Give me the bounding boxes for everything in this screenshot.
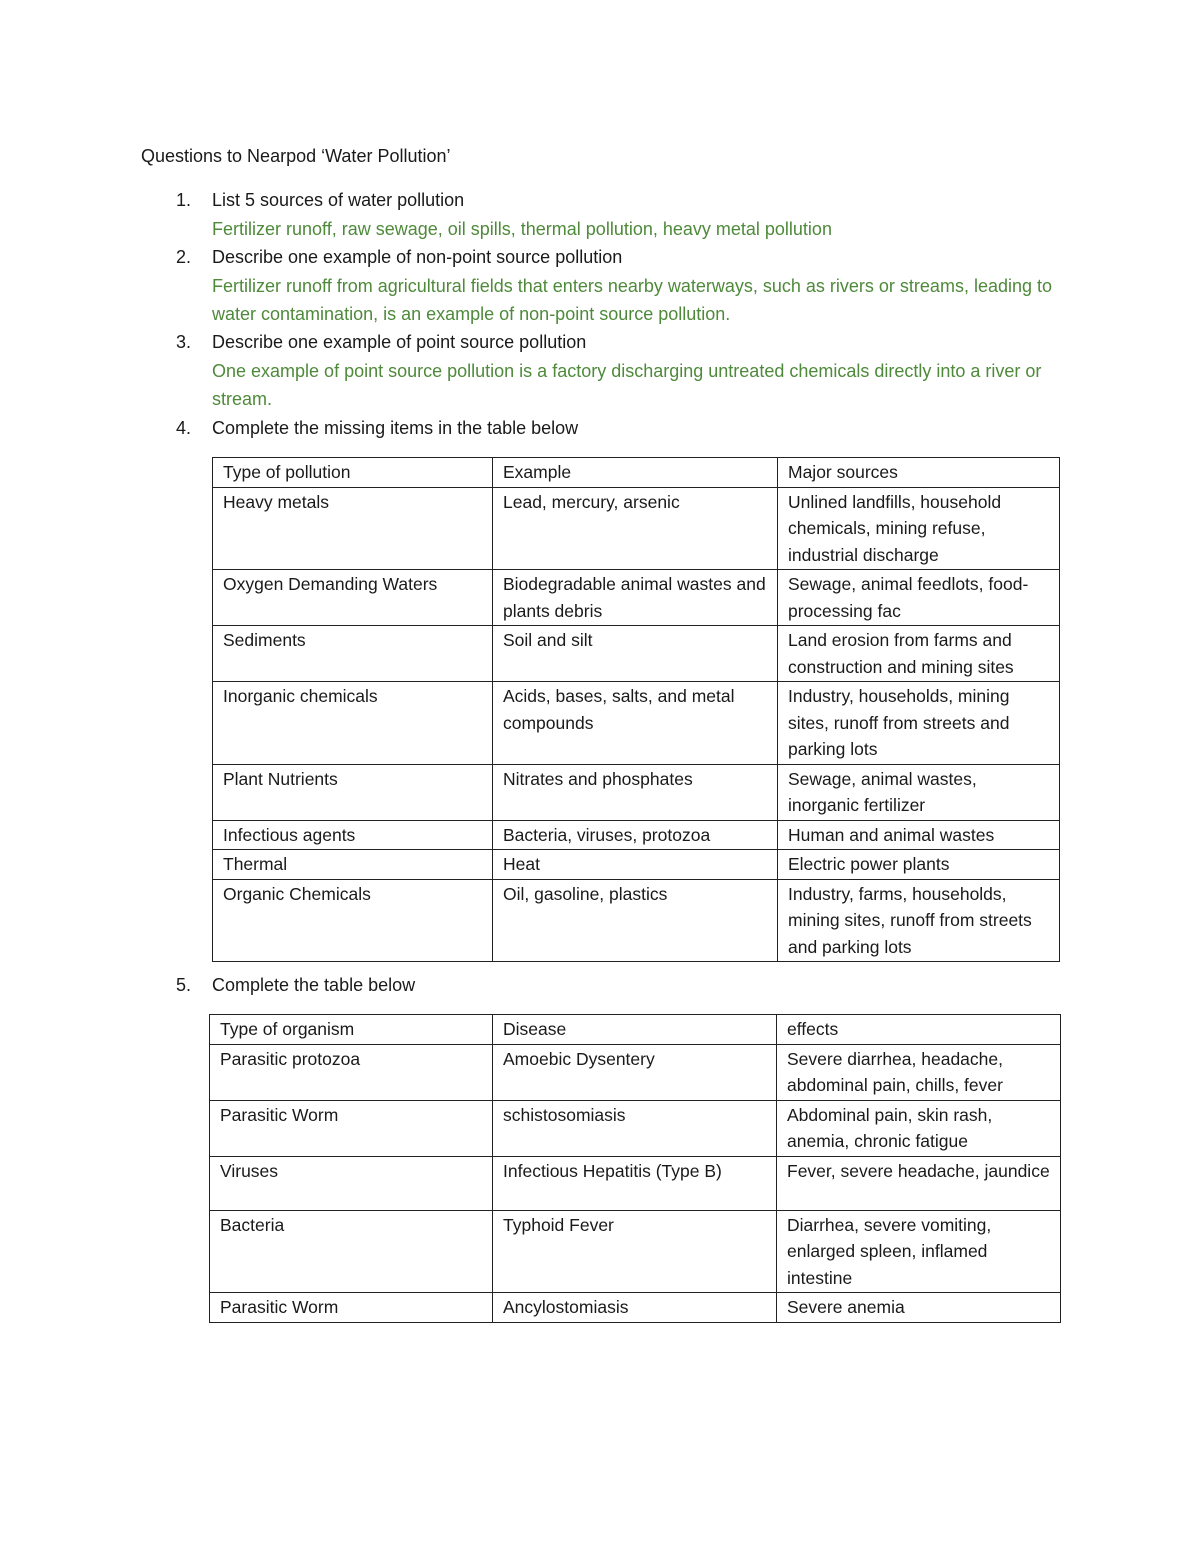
question-number: 1. — [176, 190, 192, 210]
table-row — [213, 487, 1060, 570]
question-answer: Fertilizer runoff from agricultural fields that enters nearby waterways, such as rivers or streams, leading to water contamination, is an example of non-point source pollution. — [212, 275, 1053, 324]
table-row — [213, 879, 1060, 962]
question-prompt: Complete the missing items in the table below — [212, 418, 579, 438]
question-number: 2. — [176, 247, 192, 267]
page-title: Questions to Nearpod ‘Water Pollution’ — [141, 146, 451, 166]
header-cell: Type of pollution — [213, 458, 493, 488]
table-cell: Bacteria — [210, 1210, 493, 1293]
question-number: 4. — [176, 418, 192, 438]
question-prompt: Complete the table below — [212, 975, 416, 995]
table-cell: Oxygen Demanding Waters — [213, 570, 493, 626]
table-cell: Sewage, animal feedlots, food-processing fac — [778, 570, 1060, 626]
table-cell: Heavy metals — [213, 487, 493, 570]
table-row — [213, 682, 1060, 765]
question-4 — [176, 414, 1076, 443]
table-cell: Industry, farms, households, mining sites, runoff from streets and parking lots — [778, 879, 1060, 962]
table-cell: Soil and silt — [493, 626, 778, 682]
header-cell: effects — [777, 1015, 1061, 1045]
question-number: 5. — [176, 975, 192, 995]
table-cell: Electric power plants — [778, 850, 1060, 880]
question-3 — [176, 328, 1076, 414]
table-cell: Nitrates and phosphates — [493, 764, 778, 820]
question-answer: Fertilizer runoff, raw sewage, oil spills, thermal pollution, heavy metal pollution — [212, 218, 832, 239]
table-cell: Parasitic Worm — [210, 1293, 493, 1323]
table-cell: Heat — [493, 850, 778, 880]
table-cell: Oil, gasoline, plastics — [493, 879, 778, 962]
table-row — [213, 850, 1060, 880]
table-cell: Thermal — [213, 850, 493, 880]
question-prompt: Describe one example of non-point source pollution — [212, 247, 623, 267]
table-cell: Lead, mercury, arsenic — [493, 487, 778, 570]
table-row — [210, 1100, 1061, 1156]
table-cell: Land erosion from farms and construction and mining sites — [778, 626, 1060, 682]
table-cell: Parasitic Worm — [210, 1100, 493, 1156]
table-cell: Inorganic chemicals — [213, 682, 493, 765]
table-row — [210, 1210, 1061, 1293]
table-cell: Ancylostomiasis — [493, 1293, 777, 1323]
question-5 — [176, 971, 1076, 1000]
table-cell: Sediments — [213, 626, 493, 682]
table-row — [213, 820, 1060, 850]
table-cell: Infectious agents — [213, 820, 493, 850]
question-1 — [176, 186, 1076, 243]
table-cell: Biodegradable animal wastes and plants debris — [493, 570, 778, 626]
header-cell: Example — [493, 458, 778, 488]
table-cell: Bacteria, viruses, protozoa — [493, 820, 778, 850]
table-cell: Severe anemia — [777, 1293, 1061, 1323]
table-cell: Acids, bases, salts, and metal compounds — [493, 682, 778, 765]
table-cell: schistosomiasis — [493, 1100, 777, 1156]
question-number: 3. — [176, 332, 192, 352]
table-cell: Plant Nutrients — [213, 764, 493, 820]
table-cell: Sewage, animal wastes, inorganic fertilizer — [778, 764, 1060, 820]
table-row — [210, 1293, 1061, 1323]
table-row — [210, 1156, 1061, 1210]
table-cell: Abdominal pain, skin rash, anemia, chronic fatigue — [777, 1100, 1061, 1156]
header-cell: Major sources — [778, 458, 1060, 488]
table-cell: Parasitic protozoa — [210, 1044, 493, 1100]
organism-table — [209, 1014, 1061, 1323]
table-cell: Fever, severe headache, jaundice — [777, 1156, 1061, 1210]
table-row — [213, 626, 1060, 682]
table-cell: Infectious Hepatitis (Type B) — [493, 1156, 777, 1210]
table-cell: Human and animal wastes — [778, 820, 1060, 850]
table-cell: Amoebic Dysentery — [493, 1044, 777, 1100]
table-cell: Typhoid Fever — [493, 1210, 777, 1293]
table-cell: Industry, households, mining sites, runoff from streets and parking lots — [778, 682, 1060, 765]
question-prompt: List 5 sources of water pollution — [212, 190, 465, 210]
table-cell: Viruses — [210, 1156, 493, 1210]
header-cell: Type of organism — [210, 1015, 493, 1045]
question-2 — [176, 243, 1076, 329]
table-row — [213, 764, 1060, 820]
table-cell: Unlined landfills, household chemicals, mining refuse, industrial discharge — [778, 487, 1060, 570]
table-cell: Severe diarrhea, headache, abdominal pain, chills, fever — [777, 1044, 1061, 1100]
table-cell: Diarrhea, severe vomiting, enlarged spleen, inflamed intestine — [777, 1210, 1061, 1293]
table-header-row — [213, 458, 1060, 488]
question-prompt: Describe one example of point source pollution — [212, 332, 587, 352]
table-header-row — [210, 1015, 1061, 1045]
question-answer: One example of point source pollution is a factory discharging untreated chemicals directly into a river or stream. — [212, 360, 1042, 409]
pollution-table — [212, 457, 1060, 962]
table-cell: Organic Chemicals — [213, 879, 493, 962]
header-cell: Disease — [493, 1015, 777, 1045]
table-row — [210, 1044, 1061, 1100]
table-row — [213, 570, 1060, 626]
